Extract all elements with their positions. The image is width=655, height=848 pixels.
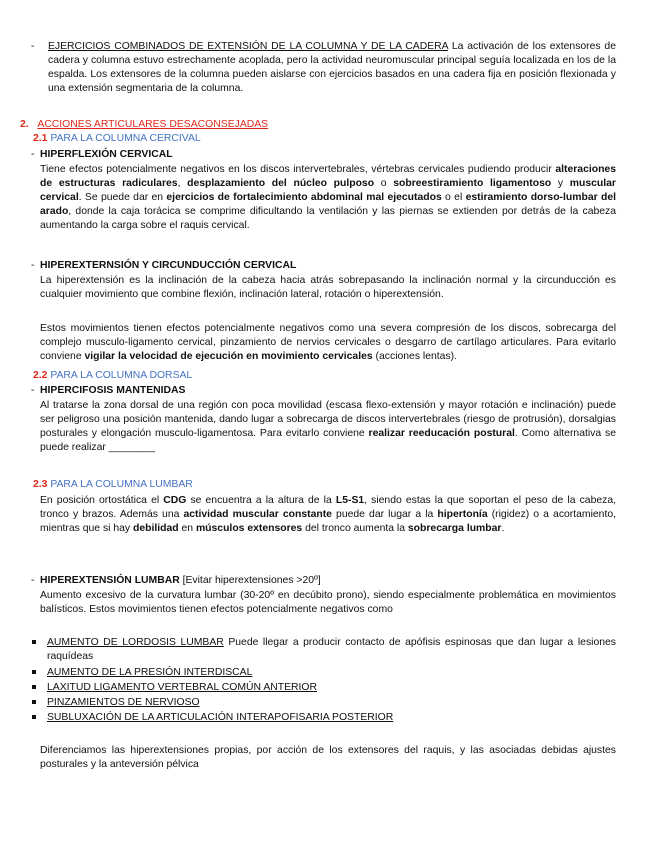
lumbar-hyperextension-title: HIPEREXTENSIÓN LUMBAR [40,575,180,586]
bullet-dash: - [31,575,35,586]
bullet-dash: - [31,149,35,160]
cervical-hyperextension-title: HIPEREXTERNSIÓN Y CIRCUNDUCCIÓN CERVICAL [40,260,297,271]
square-bullet [32,670,36,674]
section-2-3-heading [33,478,193,492]
cervical-hyperflexion-title: HIPERFLEXIÓN CERVICAL [40,149,173,160]
hyperkyphosis-title: HIPERCIFOSIS MANTENIDAS [40,385,186,396]
section-2-1-title: PARA LA COLUMNA CERCIVAL [50,133,201,144]
section-2-2-number: 2.2 [33,370,48,381]
section-2-1-heading [33,132,201,146]
bullet-dash: - [31,41,35,52]
section-2-3-number: 2.3 [33,479,48,490]
section-2-1-number: 2.1 [33,133,48,144]
section-2-2-heading [33,369,192,383]
square-bullet [32,640,36,644]
section-2-3-title: PARA LA COLUMNA LUMBAR [50,479,193,490]
combined-extension-paragraph [48,40,616,96]
lumbar-hyperextension-text: Aumento excesivo de la curvatura lumbar (30-20º en decúbito prono), siendo especialmente problemática en movimientos balísticos. Estos movimientos tienen efectos potencialmente negativos como [40,590,616,615]
list-item: PINZAMIENTOS DE NERVIOSO [47,697,200,708]
lumbar-hyperextension-heading [40,574,321,588]
final-paragraph: Diferenciamos las hiperextensiones propias, por acción de los extensores del raquis, y las asociadas debidas ajustes posturales y la anteversión pélvica [40,745,616,770]
section-2-title: ACCIONES ARTICULARES DESACONSEJADAS [37,119,269,130]
square-bullet [32,685,36,689]
bullet-dash: - [31,260,35,271]
list-item: LAXITUD LIGAMENTO VERTEBRAL COMÚN ANTERIOR [47,682,318,693]
section-2-number: 2. [20,119,29,130]
list-item: AUMENTO DE LORDOSIS LUMBAR Puede llegar a producir contacto de apófisis espinosas que dan lugar a lesiones raquídeas [47,637,616,662]
cervical-hyperextension-text: La hiperextensión es la inclinación de la cabeza hacia atrás sobrepasando la inclinación normal y la circunducción es cualquier movimiento que combine flexión, inclinación lateral, rotación o hiperextensión. [40,275,616,300]
bullet-dash: - [31,385,35,396]
cervical-hyperflexion-text: Tiene efectos potencialmente negativos en los discos intervertebrales, vértebras cervicales pudiendo producir alteraciones de estructuras radiculares, desplazamiento del núcleo pulposo o sobreestiramiento ligamentoso y muscular cervical. Se puede dar en ejercicios de fortalecimiento abdominal mal ejecutados o el estiramiento dorso-lumbar del arado, donde la caja torácica se comprime dificultando la ventilación y las piernas se extienden por detrás de la cabeza aumentando la carga sobre el raquis cervical. [40,164,616,231]
square-bullet [32,715,36,719]
lumbar-text: En posición ortostática el CDG se encuentra a la altura de la L5-S1, siendo estas la que soportan el peso de la cabeza, tronco y brazos. Además una actividad muscular constante puede dar lugar a la hipertonía (rigidez) o a acortamiento, mientras que si hay debilidad en músculos extensores del tronco aumenta la sobrecarga lumbar. [40,495,617,534]
list-item: SUBLUXACIÓN DE LA ARTICULACIÓN INTERAPOFISARIA POSTERIOR [47,712,394,723]
cervical-hyperextension-effects: Estos movimientos tienen efectos potencialmente negativos como una severa compresión de los discos, sobrecarga del complejo musculo-ligamento cervical, pinzamiento de nervios cervicales o desgarro de cartílago articulares. Para evitarlo conviene vigilar la velocidad de ejecución en movimiento cervicales (acciones lentas). [40,323,616,362]
lumbar-hyperextension-note: [Evitar hiperextensiones >20º] [179,575,321,586]
combined-extension-title: EJERCICIOS COMBINADOS DE EXTENSIÓN DE LA COLUMNA Y DE LA CADERA [48,41,448,52]
list-item: AUMENTO DE LA PRESIÓN INTERDISCAL [47,667,253,678]
combined-extension-text: La activación de los extensores de cadera y columna estuvo estrechamente acoplada, pero la actividad neuromuscular principal seguía localizada en los de la espalda. Los extensores de la columna pueden aislarse con ejercicios basados en una cadera fija en posición flexionada y una extensión segmentaria de la columna. [48,41,616,94]
section-2-heading [20,118,268,132]
square-bullet [32,700,36,704]
section-2-2-title: PARA LA COLUMNA DORSAL [50,370,193,381]
hyperkyphosis-text: Al tratarse la zona dorsal de una región con poca movilidad (escasa flexo-extensión y mayor rotación e inclinación) puede ser peligroso una posición mantenida, dando lugar a sobrecarga de discos intervertebrales (riesgo de protrusión), dorsalgias posturales y elongación musculo-ligamentosa. Para evitarlo conviene realizar reeducación postural. Como alternativa se puede realizar ________ [40,400,616,453]
